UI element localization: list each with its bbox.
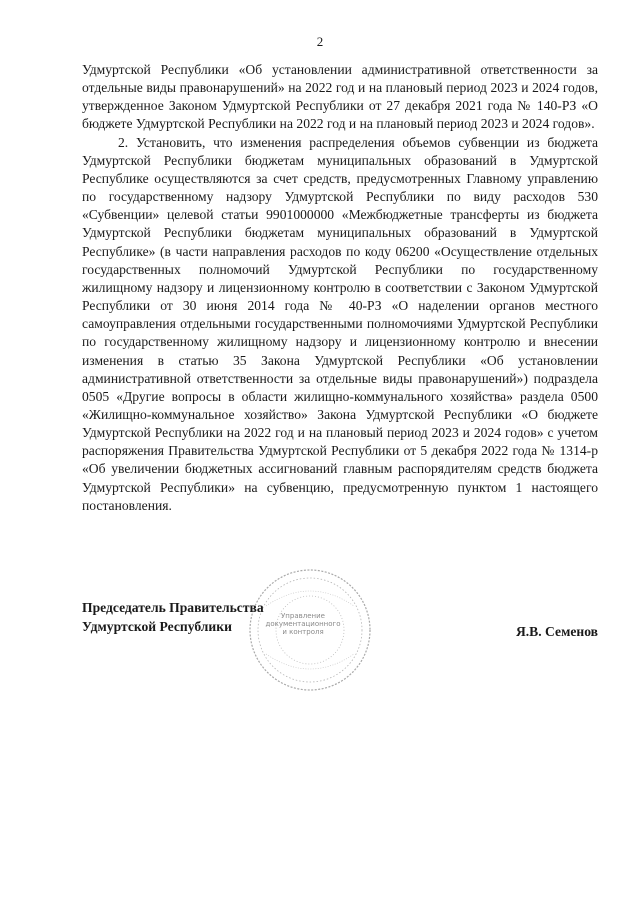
signatory-position — [82, 598, 264, 636]
stamp-line: и контроля — [282, 628, 324, 636]
document-body — [82, 61, 598, 515]
signature-block — [82, 598, 598, 658]
stamp-line: Управление — [281, 612, 325, 620]
paragraph-continuation: Удмуртской Республики «Об установлении административной ответственности за отдельные виды правонарушений» на 2022 год и на плановый период 2023 и 2024 годов, утвержденное Законом Удмуртской Республики от 27 декабря 2021 года № 140-РЗ «О бюджете Удмуртской Республики на 2022 год и на плановый период 2023 и 2024 годов». — [82, 62, 598, 132]
stamp-line: документационного — [265, 620, 341, 628]
signatory-position-line-2: Удмуртской Республики — [82, 619, 232, 634]
paragraph-item-2: 2. Установить, что изменения распределения объемов субвенции из бюджета Удмуртской Республики бюджетам муниципальных образований в Удмуртской Республике осуществляются за счет средств, предусмотренных Главному управлению по государственному надзору Удмуртской Республики по виду расходов 530 «Субвенции» целевой статьи 9901000000 «Межбюджетные трансферты из бюджета Удмуртской Республики бюджетам муниципальных образований в Удмуртской Республике» (в части направления расходов по коду 06200 «Осуществление отдельных государственных полномочий Удмуртской Республики по государственному жилищному надзору и лицензионному контролю в соответствии с Законом Удмуртской Республики от 30 июня 2014 года № 40-РЗ «О наделении органов местного самоуправления отдельными государственными полномочиями Удмуртской Республики по государственному жилищному надзору и лицензионному контролю и внесении изменения в статью 35 Закона Удмуртской Республики «Об установлении административной ответственности за отдельные виды правонарушений») подраздела 0505 «Другие вопросы в области жилищно-коммунального хозяйства» раздела 0500 «Жилищно-коммунальное хозяйство» Закона Удмуртской Республики «О бюджете Удмуртской Республики на 2022 год и на плановый период 2023 и 2024 годов» с учетом распоряжения Правительства Удмуртской Республики от 5 декабря 2022 года № 1314-р «Об увеличении бюджетных ассигнований главным распорядителям средств бюджета Удмуртской Республики» на субвенцию, предусмотренную пунктом 1 настоящего постановления. — [82, 134, 598, 513]
page-number: 2 — [316, 34, 324, 49]
signatory-position-line-1: Председатель Правительства — [82, 600, 264, 615]
signatory-name: Я.В. Семенов — [515, 624, 598, 639]
